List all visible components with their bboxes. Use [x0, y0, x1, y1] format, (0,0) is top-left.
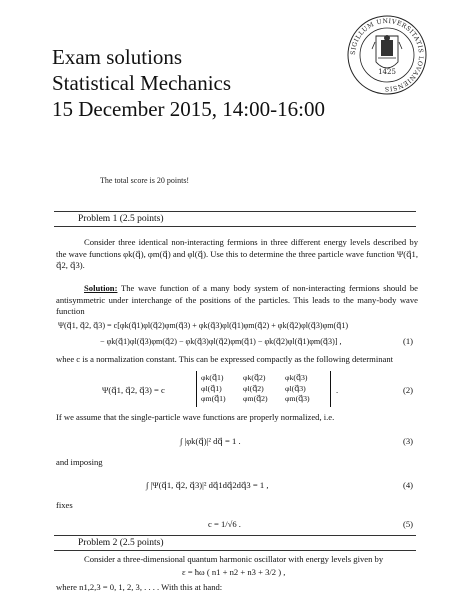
seal-year: 1425 — [378, 68, 396, 76]
document-title — [52, 44, 352, 122]
university-seal-icon — [346, 14, 428, 96]
matrix-cell: φm(q⃗1) — [201, 394, 226, 403]
determinant-right-bar — [330, 371, 331, 407]
solution-text: The wave function of a many body system of non-interacting fermions should be antisymmetric under interchange of the positions of the particles. This leads to the many-body wave function — [56, 283, 418, 316]
matrix-cell: φl(q⃗1) — [201, 383, 222, 393]
equation-1-line-2: − φk(q⃗1)φl(q⃗3)φm(q⃗2) − φk(q⃗3)φl(q⃗2)φm(q⃗1) − φk(q⃗2)φl(q⃗1)φm(q⃗3)] , — [100, 337, 342, 346]
total-score-note: The total score is 20 points! — [100, 176, 190, 185]
problem-1-solution — [56, 283, 418, 318]
title-line-1: Exam solutions — [52, 45, 183, 69]
equation-2-lhs: Ψ(q⃗1, q⃗2, q⃗3) = c — [102, 385, 165, 395]
equation-3-number: (3) — [402, 436, 413, 446]
equation-5: c = 1/√6 . — [208, 519, 241, 529]
and-imposing: and imposing — [56, 457, 103, 467]
after-equation-1: whee c is a normalization constant. This can be expressed compactly as the following determinant — [56, 354, 394, 364]
problem-2-after: where n1,2,3 = 0, 1, 2, 3, . . . . With this at hand: — [56, 582, 223, 592]
problem-1-statement: Consider three identical non-interacting fermions in three different energy levels described by the wave functions φk(q⃗), φm(q⃗) and φl(q⃗). Use this to determine the three particle wave function Ψ(q⃗1, q⃗2, q⃗3). — [56, 237, 418, 270]
title-line-2: Statistical Mechanics — [52, 71, 232, 95]
problem-2-statement: Consider a three-dimensional quantum harmonic oscillator with energy levels given by — [84, 554, 384, 564]
problem-2-header — [54, 535, 416, 551]
equation-4-number: (4) — [402, 480, 413, 490]
equation-6: ε = ħω ( n1 + n2 + n3 + 3/2 ) , — [182, 567, 286, 577]
equation-3: ∫ |φk(q⃗)|² dq⃗ = 1 . — [180, 436, 241, 446]
equation-2-tail: . — [336, 385, 339, 395]
equation-1-number: (1) — [402, 336, 413, 346]
equation-4: ∫ |Ψ(q⃗1, q⃗2, q⃗3)|² dq⃗1dq⃗2dq⃗3 = 1 , — [146, 480, 269, 490]
matrix-cell: φk(q⃗3) — [285, 373, 308, 382]
determinant-matrix — [201, 373, 319, 405]
after-equation-2: If we assume that the single-particle wave functions are properly normalized, i.e. — [56, 412, 335, 422]
matrix-cell: φm(q⃗2) — [243, 394, 268, 403]
title-line-3: 15 December 2015, 14:00-16:00 — [52, 97, 325, 121]
equation-5-number: (5) — [402, 519, 413, 529]
matrix-row — [201, 373, 319, 384]
equation-1-line-1: Ψ(q⃗1, q⃗2, q⃗3) = c[φk(q⃗1)φl(q⃗2)φm(q⃗3) + φk(q⃗3)φl(q⃗1)φm(q⃗2) + φk(q⃗2)φl(q⃗3)φm(q⃗1) — [58, 321, 349, 330]
equation-2-number: (2) — [402, 385, 413, 395]
matrix-cell: φl(q⃗2) — [243, 383, 264, 393]
matrix-cell: φm(q⃗3) — [285, 394, 310, 403]
seal-ring-text: SIGILLUM UNIVERSITATIS LOVANIENSIS — [349, 17, 425, 93]
matrix-row — [201, 384, 319, 395]
fixes: fixes — [56, 500, 73, 510]
problem-1-header — [54, 211, 416, 227]
determinant-left-bar — [196, 371, 197, 407]
matrix-cell: φk(q⃗1) — [201, 373, 224, 382]
problem-1-title: Problem 1 (2.5 points) — [78, 214, 164, 224]
matrix-row — [201, 394, 319, 405]
problem-2-title: Problem 2 (2.5 points) — [78, 538, 164, 548]
matrix-cell: φk(q⃗2) — [243, 373, 266, 382]
solution-label: Solution: — [84, 283, 118, 293]
matrix-cell: φl(q⃗3) — [285, 383, 306, 393]
